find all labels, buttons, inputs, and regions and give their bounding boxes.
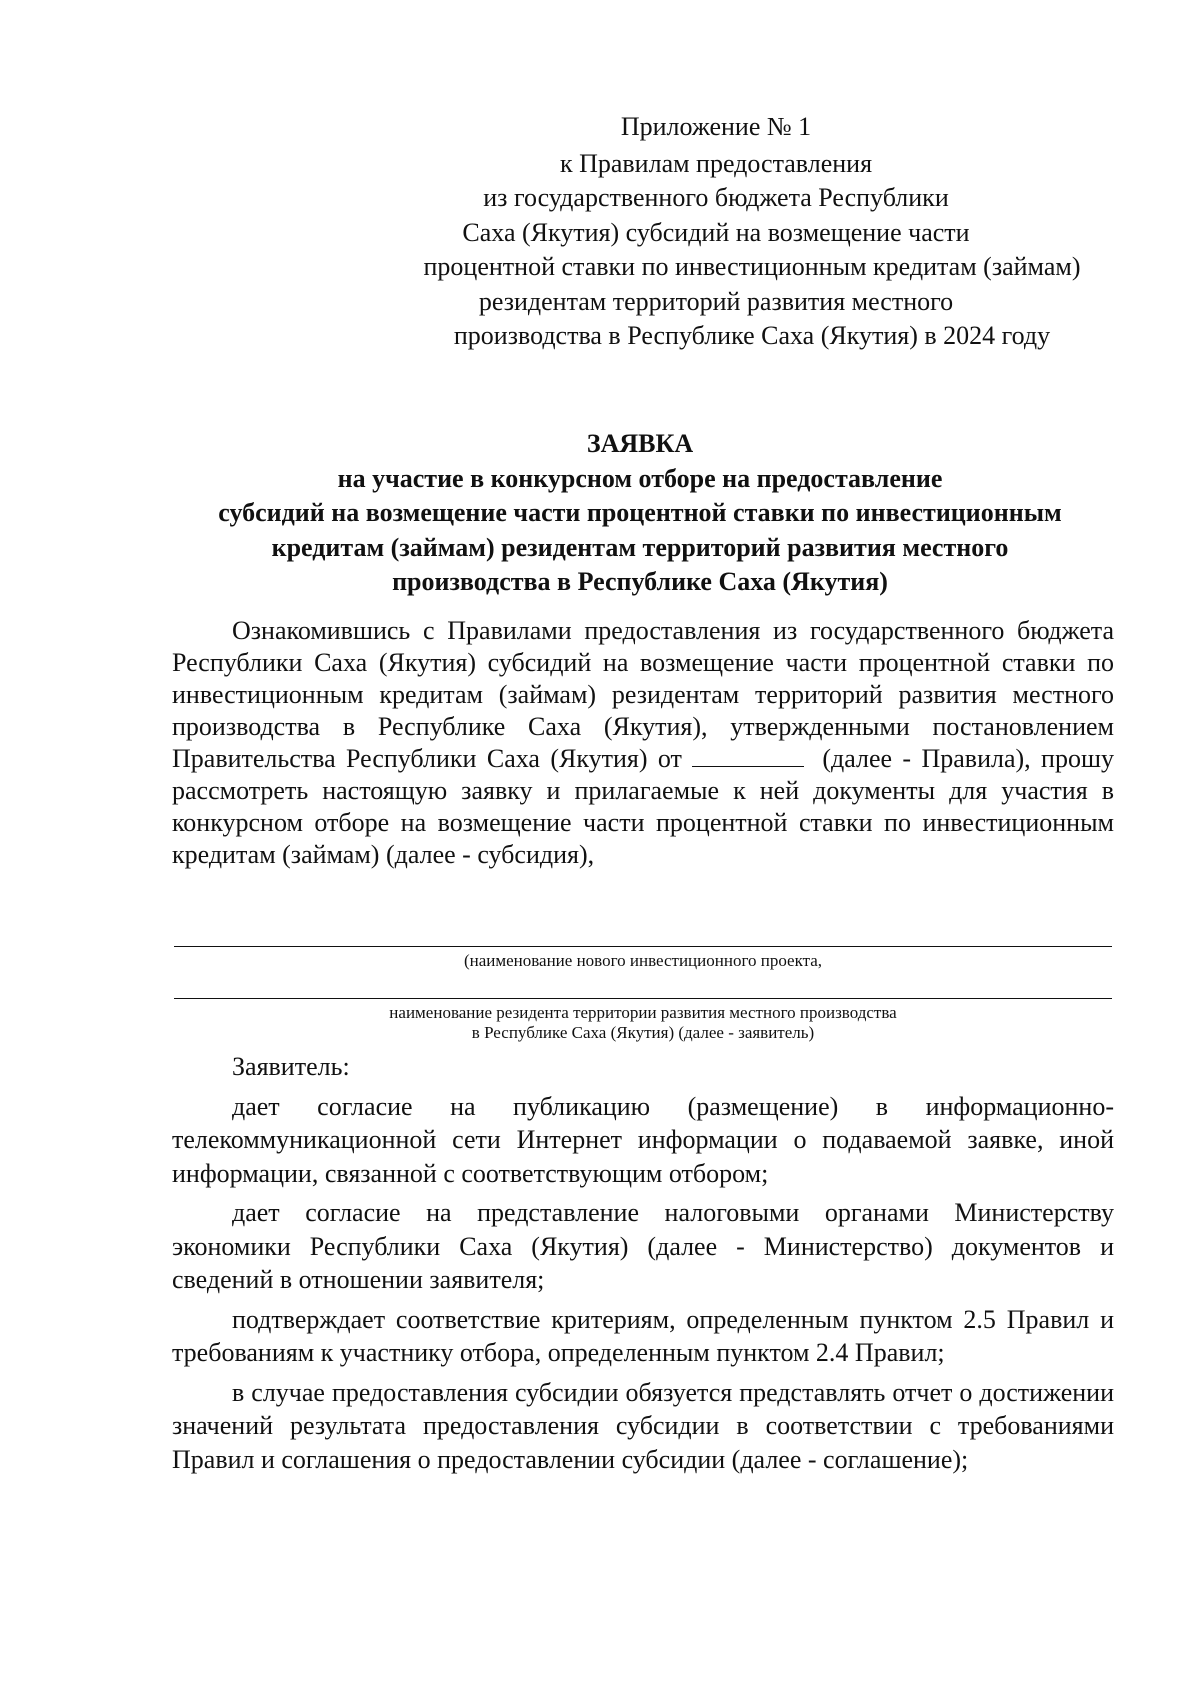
applicant-item: в случае предоставления субсидии обязуется представлять отчет о достижении значений результата предоставления субсидии в соответствии с требованиями Правил и соглашения о предоставлении субсидии (далее - соглашение); <box>172 1377 1114 1474</box>
intro-section <box>172 615 1114 871</box>
applicant-item: дает согласие на представление налоговыми органами Министерству экономики Республики Саха (Якутия) (далее - Министерство) документов и сведений в отношении заявителя; <box>172 1198 1114 1294</box>
appendix-line: производства в Республике Саха (Якутия) в 2024 году <box>453 321 1051 350</box>
intro-text-part2: (далее - Правила), прошу рассмотреть настоящую заявку и прилагаемые к ней документы для участия в конкурсном отборе на возмещение части процентной ставки по инвестиционным кредитам (займам) (далее - субсидия), <box>172 744 1114 869</box>
appendix-line: к Правилам предоставления <box>559 148 873 178</box>
date-blank-field[interactable] <box>692 744 804 767</box>
applicant-item: дает согласие на публикацию (размещение) в информационно-телекоммуникационной сети Интернет информации о подаваемой заявке, иной информации, связанной с соответствующим отбором; <box>172 1091 1114 1188</box>
project-name-caption <box>174 951 1112 971</box>
title-line: производства в Республике Саха (Якутия) <box>392 567 888 596</box>
caption-text: в Республике Саха (Якутия) (далее - заявитель) <box>471 1023 815 1042</box>
applicant-item: подтверждает соответствие критериям, определенным пунктом 2.5 Правил и требованиям к участнику отбора, определенным пунктом 2.4 Правил; <box>172 1304 1114 1367</box>
applicant-section <box>172 1050 1114 1482</box>
project-name-fill-line[interactable] <box>174 946 1112 947</box>
appendix-line: процентной ставки по инвестиционным кредитам (займам) <box>423 252 1081 281</box>
appendix-line: Саха (Якутия) субсидий на возмещение части <box>462 217 970 247</box>
appendix-number: Приложение № 1 <box>620 112 812 141</box>
title-line: кредитам (займам) резидентам территорий развития местного <box>271 532 1009 562</box>
title-heading: ЗАЯВКА <box>586 429 694 458</box>
applicant-label: Заявитель: <box>232 1052 350 1081</box>
intro-paragraph <box>172 615 1114 871</box>
intro-text-part1: Ознакомившись с Правилами предоставления из государственного бюджета Республики Саха (Якутия) субсидий на возмещение части процентной ставки по инвестиционным кредитам (займам) резидентам территорий развития местного производства в Республике Саха (Якутия), утвержденными постановлением Правительства Республики Саха (Якутия) от <box>172 616 1114 773</box>
title-line: субсидий на возмещение части процентной ставки по инвестиционным <box>218 498 1062 527</box>
resident-name-caption <box>174 1003 1112 1043</box>
appendix-line: из государственного бюджета Республики <box>483 183 949 212</box>
resident-name-fill-line[interactable] <box>174 998 1112 999</box>
caption-text: (наименование нового инвестиционного проекта, <box>463 951 823 970</box>
appendix-line: резидентам территорий развития местного <box>478 286 954 316</box>
document-title <box>170 427 1110 600</box>
appendix-header <box>396 110 1108 354</box>
caption-text: наименование резидента территории развития местного производства <box>389 1003 897 1022</box>
title-line: на участие в конкурсном отборе на предоставление <box>337 463 943 493</box>
